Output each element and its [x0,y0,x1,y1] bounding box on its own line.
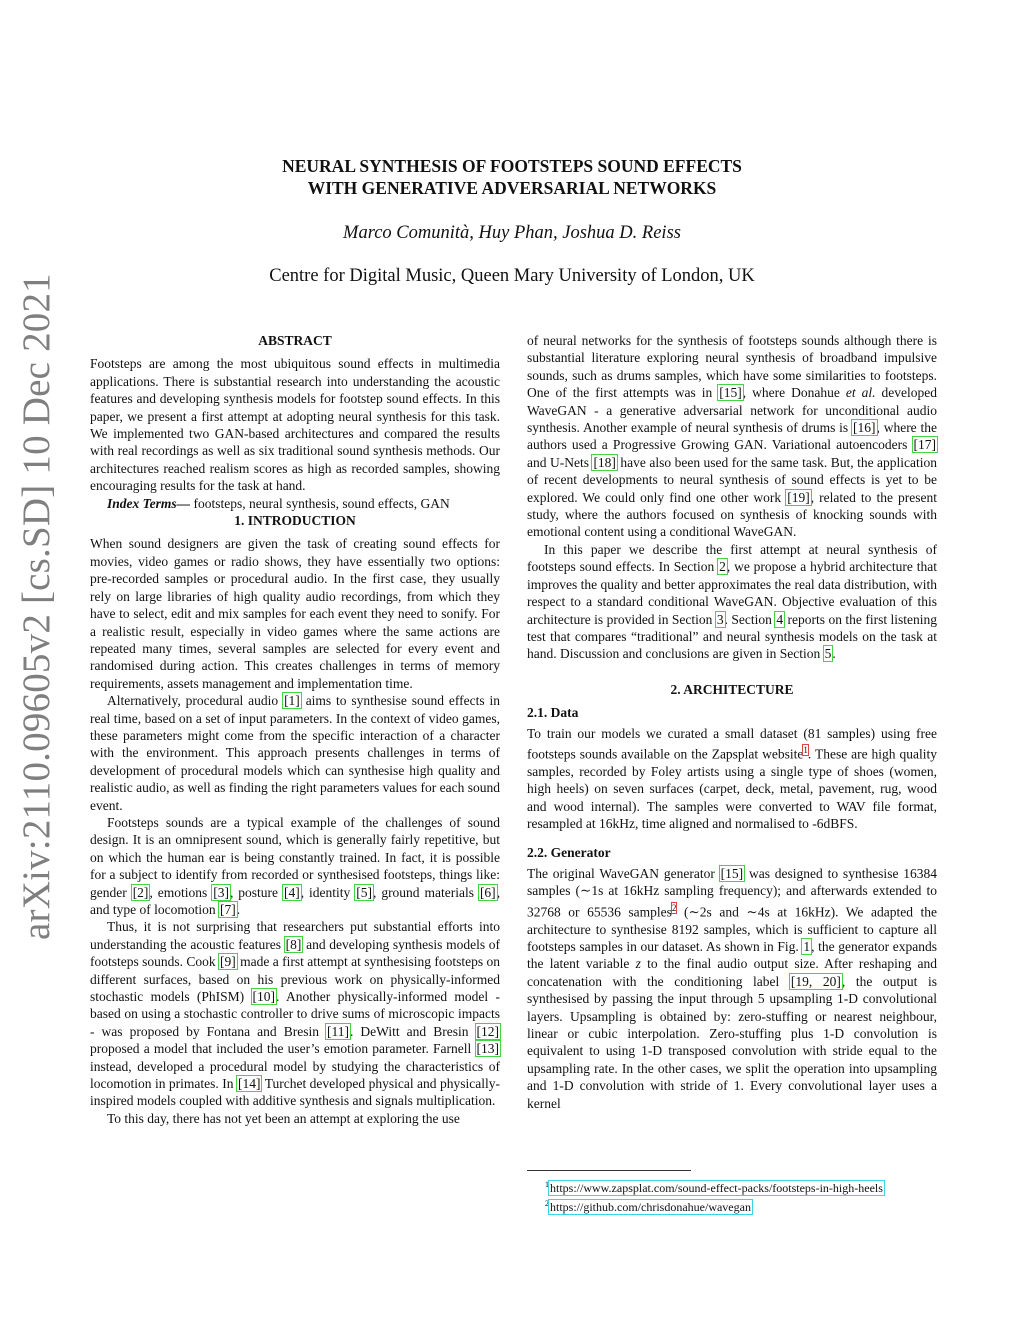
section-link[interactable]: 4 [776,611,784,627]
footnote-link[interactable]: 1 [803,744,808,755]
citation-link[interactable]: [15] [720,865,744,881]
footnote-1: $^1$https://www.zapsplat.com/sound-effect-packs/footsteps-in-high-heels [545,1180,883,1195]
paper-title [120,155,904,199]
intro-paragraph-7: In this paper we describe the first attempt at neural synthesis of footsteps sound effects. In Section 2, we propose a hybrid architecture that improves the quality and better approximates the real data distribution, with respect to a standard conditional WaveGAN. Objective evaluation of this architecture is provided in Section 3. Section 4 reports on the first listening test that compares “traditional” and neural synthesis models on the task at hand. Discussion and conclusions are given in Section 5. [527,541,938,662]
citation-link[interactable]: [9] [220,954,236,970]
left-column [90,332,500,1127]
section-link[interactable]: 2 [719,559,726,575]
intro-paragraph-3: Footsteps sounds are a typical example of the challenges of sound design. It is an omnipresent sound, which is generally fairly repetitive, but on which the human ear is being constantly trained. In fact, it is possible for a subject to identify from recorded or synthesised footsteps, things like: gender [2], emotions [3], posture [4], identity [5], ground materials [6], and type of locomotion [7]. [90,814,501,917]
figure-link[interactable]: 1 [803,939,811,954]
generator-paragraph: The original WaveGAN generator [15] was designed to synthesise 16384 samples (∼1s at 16kHz sampling frequency); and afterwards extended to 32768 or 65536 samples$^2$ (∼2s and ∼4s at 16kHz). We adapted the architecture to synthesise 8192 samples, which is sufficient to capture all footsteps samples in our dataset. As shown in Fig. 1, the generator expands the latent variable z to the final audio output size. After reshaping and concatenation with the conditioning label [19, 20], the output is synthesised by passing the input through 5 upsampling 1-D convolutional layers. Upsampling is obtained by: zero-stuffing or nearest neighbour, linear or cubic interpolation. Zero-stuffing plus 1-D convolution is equivalent to using 1-D transposed convolution with stride equal to the upsampling rate. In the other cases, we split the operation into upsampling and 1-D convolution with stride of 1. Every convolutional layer uses a kernel [527,865,938,1111]
citation-link[interactable]: [1] [284,693,300,709]
citation-link[interactable]: [3] [213,884,229,900]
citation-link[interactable]: [12] [476,1023,499,1039]
intro-paragraph-6: of neural networks for the synthesis of footsteps sounds although there is substantial literature exploring neural synthesis of broadband impulsive sounds, such as drums samples, which have some similarities to footsteps. One of the first attempts was in [15], where Donahue et al. developed WaveGAN - a generative adversarial network for unconditional audio synthesis. Another example of neural synthesis of drums is [16], where the authors used a Progressive Growing GAN. Variational autoencoders [17] and U-Nets [18] have also been used for the same task. But, the application of recent developments to neural synthesis of sound effects is yet to be explored. We could only find one other work [19], related to the present study, where the authors focused on synthesis of knocking sounds with emotional content using a conditional WaveGAN. [527,333,938,540]
abstract-heading: ABSTRACT [258,333,332,348]
affiliation: Centre for Digital Music, Queen Mary University of London, UK [269,266,755,286]
citation-link[interactable]: [11] [327,1023,350,1039]
intro-paragraph-1: When sound designers are given the task of creating sound effects for movies, video games or radio shows, they have essentially two options: pre-recorded samples or procedural audio. In the first case, they usually rely on large libraries of high quality audio recordings, from which they have to select, edit and mix samples for each event they need to sonify. For a realistic result, especially in video games where the same actions are repeated many times, several samples are selected for every event and randomised during action. This creates challenges in terms of memory requirements, assets management and implementation time. [90,536,500,691]
citation-link[interactable]: [8] [285,936,302,952]
citation-link[interactable]: [14] [237,1076,261,1092]
data-paragraph: To train our models we curated a small dataset (81 samples) using free footsteps sounds available on the Zapsplat website$^1$. These are high quality samples, recorded by Foley artists using a single type of shoes (women, high heels) on seven surfaces (carpet, deck, metal, pavement, rug, wood and wood internal). The samples were converted to WAV file format, resampled at 16kHz, time aligned and normalised to -6dBFS. [527,725,937,832]
footnote-url-link[interactable]: https://www.zapsplat.com/sound-effect-packs/footsteps-in-high-heels [550,1181,883,1195]
citation-link[interactable]: [16] [853,420,876,436]
footnotes [527,1170,937,1215]
citation-link[interactable]: [2] [132,884,149,900]
architecture-heading: 2. ARCHITECTURE [670,681,794,697]
footnote-2: $^2$https://github.com/chrisdonahue/wavegan [545,1199,751,1214]
citation-link[interactable]: [19] [787,489,810,505]
citation-link[interactable]: [17] [913,437,936,453]
section-link[interactable]: 5 [824,646,832,662]
citation-link[interactable]: [13] [476,1041,499,1057]
arxiv-identifier: arXiv:2110.09605v2 [cs.SD] 10 Dec 2021 [15,273,58,940]
intro-paragraph-4: Thus, it is not surprising that researchers put substantial efforts into understanding the acoustic features [8] and developing synthesis models of footsteps sounds. Cook [9] made a first attempt at synthesising footsteps on different surfaces, based on his previous work on physically-informed stochastic models (PhISM) [10]. Another physically-informed model - based on using a stochastic controller to drive sums of microscopic impacts - was proposed by Fontana and Bresin [11]. DeWitt and Bresin [12] proposed a model that included the user’s emotion parameter. Farnell [13] instead, developed a procedural model by studying the characteristics of locomotion in primates. In [14] Turchet developed physical and physically-inspired models coupled with additive synthesis and signals multiplication. [90,919,501,1109]
title-line-2: WITH GENERATIVE ADVERSARIAL NETWORKS [307,178,717,198]
index-terms [90,495,500,512]
authors: Marco Comunità, Huy Phan, Joshua D. Reiss [343,223,681,243]
citation-link[interactable]: [19, 20] [790,973,841,989]
right-column [527,332,937,1112]
citation-link[interactable]: [18] [593,454,616,470]
intro-paragraph-5: To this day, there has not yet been an attempt at exploring the use [107,1110,460,1126]
intro-heading: 1. INTRODUCTION [234,513,356,529]
citation-link[interactable]: [6] [479,884,496,900]
data-subheading: 2.1. Data [527,705,579,721]
abstract-text: Footsteps are among the most ubiquitous sound effects in multimedia applications. There is substantial research into understanding the acoustic features and developing synthesis models for footstep sound effects. In this paper, we present a first attempt at adopting neural synthesis for this task. We implemented two GAN-based architectures and compared the results with real recordings as well as six traditional sound synthesis methods. Our architectures reached realism scores as high as recorded samples, showing encouraging results for the task at hand. [90,356,500,494]
index-terms-text: footsteps, neural synthesis, sound effects, GAN [193,495,450,511]
citation-link[interactable]: [10] [252,989,276,1005]
citation-link[interactable]: [4] [283,884,300,900]
footnote-rule [527,1170,691,1171]
citation-link[interactable]: [15] [719,385,742,401]
intro-paragraph-2: Alternatively, procedural audio [1] aims to synthesise sound effects in real time, based on a set of input parameters. In the context of video games, these parameters might come from the specific interaction of a character with the environment. This approach presents challenges in terms of development of procedural models which can synthesise high quality and realistic audio, as well as finding the right parameters values for each sound event. [90,693,501,813]
citation-link[interactable]: [7] [219,902,236,917]
index-terms-label: Index Terms— [107,495,191,511]
citation-link[interactable]: [5] [356,884,372,900]
footnote-link[interactable]: 2 [671,902,677,913]
title-line-1: NEURAL SYNTHESIS OF FOOTSTEPS SOUND EFFECTS [282,156,742,176]
section-link[interactable]: 3 [716,611,724,627]
generator-subheading: 2.2. Generator [527,845,611,861]
footnote-url-link[interactable]: https://github.com/chrisdonahue/wavegan [550,1200,751,1214]
